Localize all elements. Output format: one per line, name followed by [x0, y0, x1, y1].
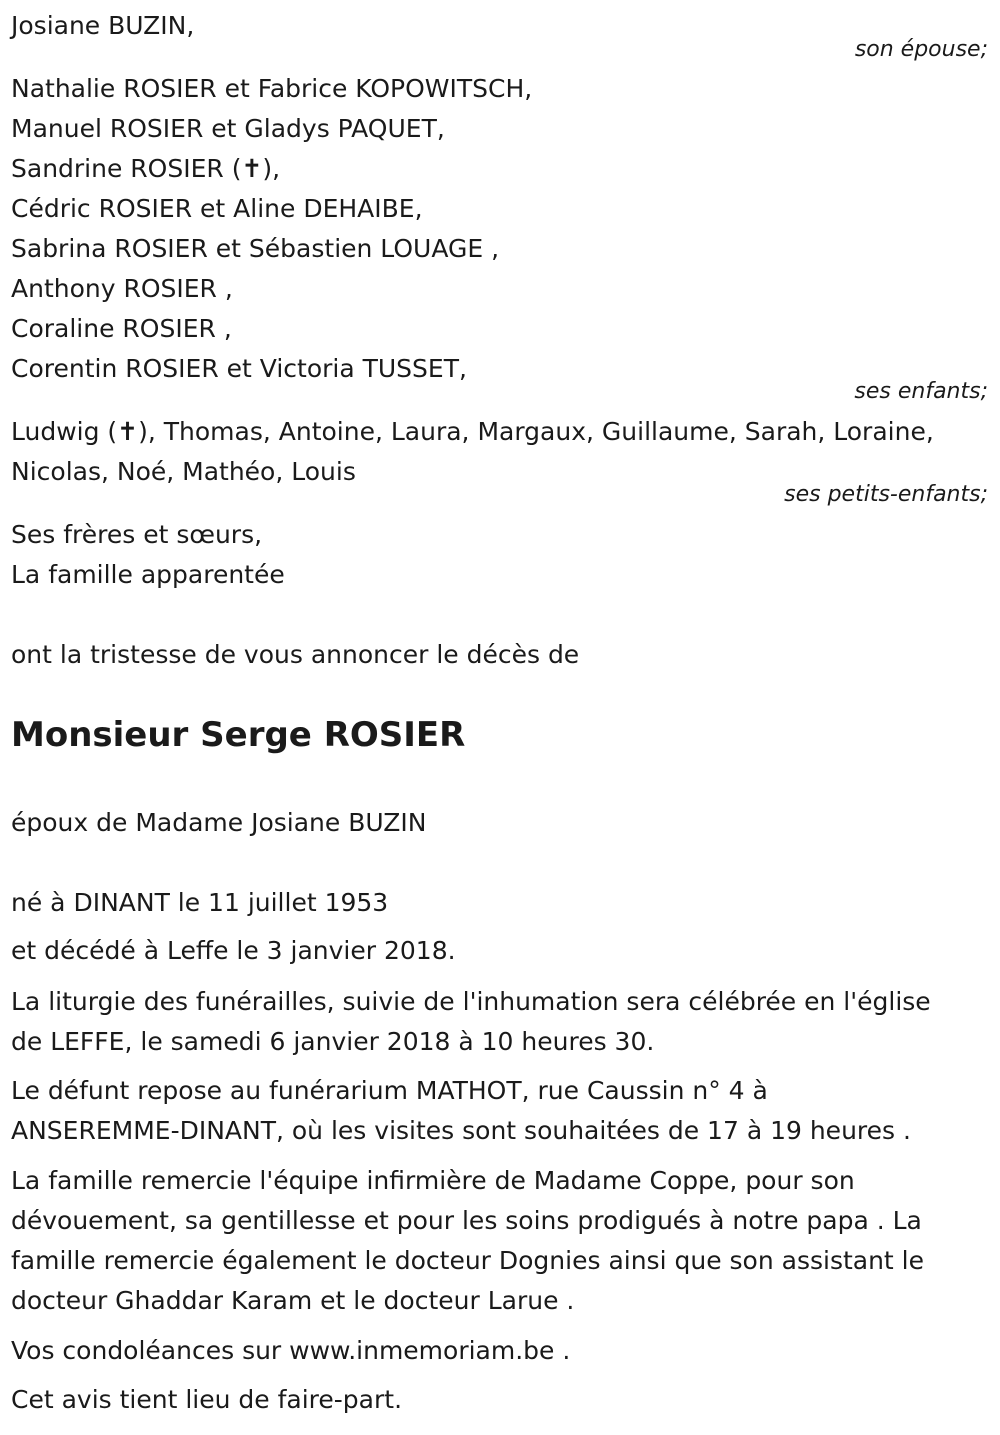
grandchildren-role: ses petits-enfants;	[784, 482, 988, 507]
spouse-of-text: époux de Madame Josiane BUZIN	[11, 808, 427, 837]
children-role: ses enfants;	[854, 379, 988, 404]
child-line: Anthony ROSIER ,	[11, 274, 233, 303]
child-line: Sandrine ROSIER (✝),	[11, 154, 281, 183]
thanks-line: famille remercie également le docteur Dognies ainsi que son assistant le	[11, 1246, 925, 1275]
siblings-line: Ses frères et sœurs,	[11, 520, 263, 549]
family-line: La famille apparentée	[11, 560, 285, 589]
announcement-text: ont la tristesse de vous annoncer le décès de	[11, 640, 580, 669]
closing-text: Cet avis tient lieu de faire-part.	[11, 1385, 403, 1414]
funeral-line: de LEFFE, le samedi 6 janvier 2018 à 10 heures 30.	[11, 1027, 655, 1056]
deceased-name: Monsieur Serge ROSIER	[11, 715, 466, 755]
rest-line: Le défunt repose au funérarium MATHOT, rue Caussin n° 4 à	[11, 1076, 768, 1105]
thanks-line: docteur Ghaddar Karam et le docteur Larue .	[11, 1286, 575, 1315]
grandchildren-line: Ludwig (✝), Thomas, Antoine, Laura, Margaux, Guillaume, Sarah, Loraine,	[11, 417, 934, 446]
death-text: et décédé à Leffe le 3 janvier 2018.	[11, 936, 456, 965]
child-line: Coraline ROSIER ,	[11, 314, 232, 343]
condolences-text: Vos condoléances sur www.inmemoriam.be .	[11, 1336, 571, 1365]
child-line: Sabrina ROSIER et Sébastien LOUAGE ,	[11, 234, 500, 263]
grandchildren-line: Nicolas, Noé, Mathéo, Louis	[11, 457, 356, 486]
spouse-name: Josiane BUZIN,	[11, 11, 195, 40]
child-line: Cédric ROSIER et Aline DEHAIBE,	[11, 194, 423, 223]
spouse-role: son épouse;	[854, 37, 988, 62]
rest-line: ANSEREMME-DINANT, où les visites sont souhaitées de 17 à 19 heures .	[11, 1116, 911, 1145]
child-line: Nathalie ROSIER et Fabrice KOPOWITSCH,	[11, 74, 533, 103]
child-line: Manuel ROSIER et Gladys PAQUET,	[11, 114, 445, 143]
thanks-line: dévouement, sa gentillesse et pour les soins prodigués à notre papa . La	[11, 1206, 922, 1235]
birth-text: né à DINANT le 11 juillet 1953	[11, 888, 389, 917]
child-line: Corentin ROSIER et Victoria TUSSET,	[11, 354, 467, 383]
thanks-line: La famille remercie l'équipe infirmière de Madame Coppe, pour son	[11, 1166, 855, 1195]
funeral-line: La liturgie des funérailles, suivie de l'inhumation sera célébrée en l'église	[11, 987, 931, 1016]
